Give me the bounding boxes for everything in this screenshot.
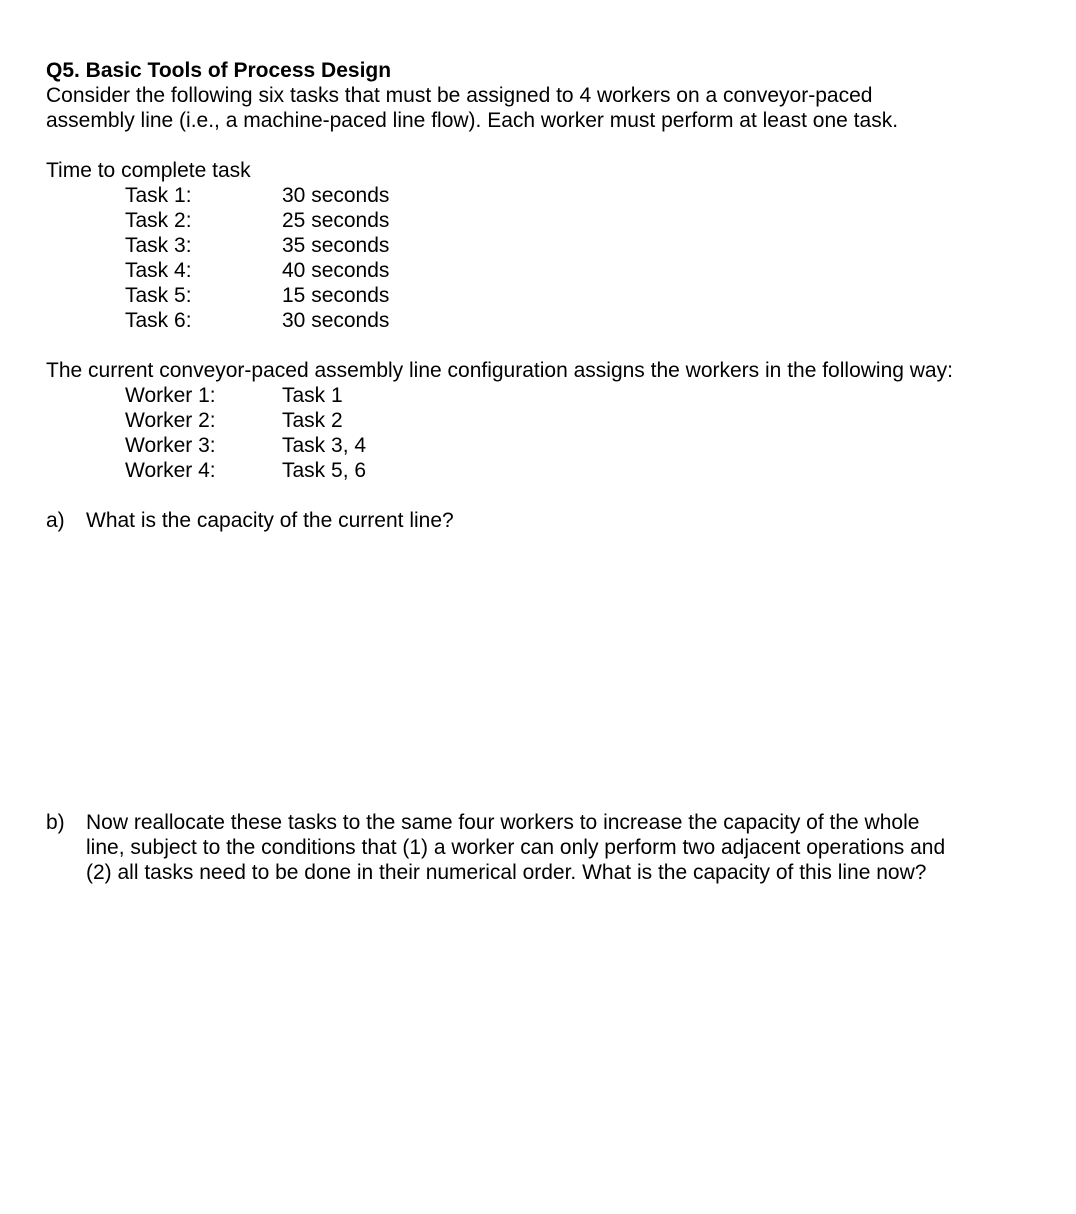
task-row — [125, 308, 389, 333]
question-a-text — [86, 508, 1046, 533]
task-time: 15 seconds — [282, 284, 390, 307]
worker-label: Worker 1: — [125, 384, 216, 407]
intro-paragraph — [46, 83, 1046, 133]
task-label: Task 3: — [125, 234, 192, 257]
question-b-line: Now reallocate these tasks to the same four workers to increase the capacity of the whole — [86, 811, 920, 834]
question-a-line: What is the capacity of the current line? — [86, 509, 454, 532]
worker-row — [125, 408, 366, 433]
worker-label: Worker 3: — [125, 434, 216, 457]
worker-tasks: Task 1 — [282, 384, 343, 407]
question-a — [46, 508, 1046, 533]
question-b-line: line, subject to the conditions that (1) a worker can only perform two adjacent operations and — [86, 836, 946, 859]
task-label: Task 6: — [125, 309, 192, 332]
task-label: Task 5: — [125, 284, 192, 307]
worker-tasks: Task 3, 4 — [282, 434, 367, 457]
task-label: Task 2: — [125, 209, 192, 232]
task-time: 40 seconds — [282, 259, 390, 282]
question-a-marker: a) — [46, 509, 65, 532]
task-times-heading: Time to complete task — [46, 159, 251, 182]
question-b — [46, 810, 1046, 885]
worker-label: Worker 4: — [125, 459, 216, 482]
worker-tasks: Task 5, 6 — [282, 459, 367, 482]
task-label: Task 4: — [125, 259, 192, 282]
task-row — [125, 233, 389, 258]
task-row — [125, 283, 389, 308]
task-row — [125, 183, 389, 208]
document-page — [46, 58, 1046, 885]
question-b-line: (2) all tasks need to be done in their numerical order. What is the capacity of this line now? — [86, 861, 927, 884]
task-time: 30 seconds — [282, 309, 390, 332]
question-b-marker: b) — [46, 811, 65, 834]
task-row — [125, 258, 389, 283]
task-label: Task 1: — [125, 184, 192, 207]
worker-label: Worker 2: — [125, 409, 216, 432]
worker-row — [125, 458, 366, 483]
task-times-table — [125, 183, 389, 333]
task-time: 30 seconds — [282, 184, 390, 207]
intro-line: assembly line (i.e., a machine-paced line flow). Each worker must perform at least one task. — [46, 109, 899, 132]
worker-row — [125, 433, 366, 458]
task-time: 35 seconds — [282, 234, 390, 257]
question-b-text — [86, 810, 1046, 885]
intro-line: Consider the following six tasks that must be assigned to 4 workers on a conveyor-paced — [46, 84, 873, 107]
assignment-intro: The current conveyor-paced assembly line configuration assigns the workers in the following way: — [46, 359, 953, 382]
worker-row — [125, 383, 366, 408]
question-title: Q5. Basic Tools of Process Design — [46, 59, 392, 82]
task-row — [125, 208, 389, 233]
worker-assignment-table — [125, 383, 366, 483]
task-time: 25 seconds — [282, 209, 390, 232]
worker-tasks: Task 2 — [282, 409, 343, 432]
